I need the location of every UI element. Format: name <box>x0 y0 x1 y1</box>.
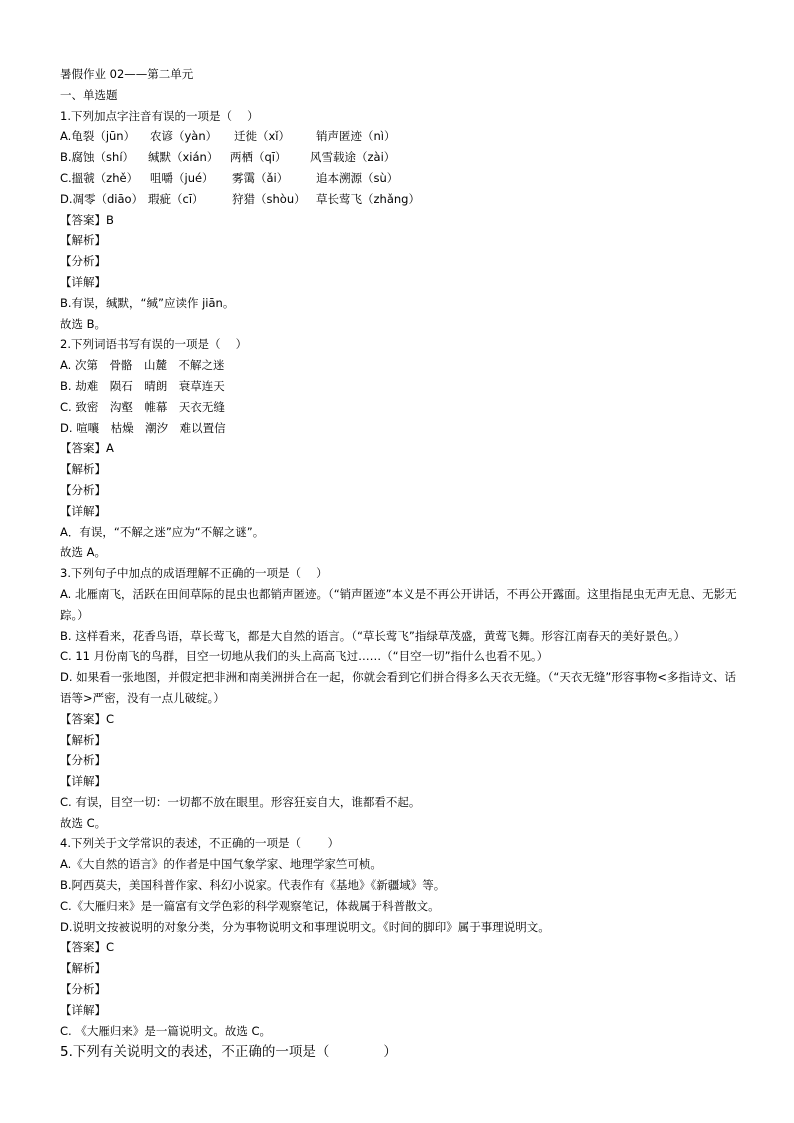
question-2-stem: 2.下列词语书写有误的一项是（ ） <box>60 337 248 352</box>
option-item: 迁徙（xǐ） <box>234 129 291 144</box>
question-3-option-c: C. 11 月份南飞的鸟群，目空一切地从我们的头上高高飞过……（“目空一切”指什么也看不见。） <box>60 649 549 664</box>
answer-label: 【答案】B <box>60 212 114 227</box>
xiangjie-label: 【详解】 <box>60 774 106 789</box>
question-3-stem: 3.下列句子中加点的成语理解不正确的一项是（ ） <box>60 566 328 581</box>
question-4-option-c: C.《大雁归来》是一篇富有文学色彩的科学观察笔记，体裁属于科普散文。 <box>60 898 440 913</box>
option-item: 咀嚼（jué） <box>150 170 214 185</box>
question-2-option-d: D. 喧嚷 枯燥 潮汐 难以置信 <box>60 420 226 435</box>
option-item: 狩猎（shòu） <box>232 191 306 206</box>
option-item: 追本溯源（sù） <box>316 170 399 185</box>
question-4-option-b: B.阿西莫夫，美国科普作家、科幻小说家。代表作有《基地》《新疆域》等。 <box>60 878 446 893</box>
option-item: 缄默（xián） <box>148 150 219 165</box>
option-item: 雾霭（ǎi） <box>232 170 289 185</box>
fenxi-label: 【分析】 <box>60 482 106 497</box>
conclusion-text: 故选 B。 <box>60 316 107 331</box>
page-title: 暑假作业 02——第二单元 <box>60 67 194 81</box>
question-2-option-b: B. 劫难 陨石 晴朗 衰草连天 <box>60 378 225 393</box>
xiangjie-label: 【详解】 <box>60 503 106 518</box>
question-2-option-c: C. 致密 沟壑 帷幕 天衣无缝 <box>60 399 225 414</box>
explanation-text: C. 有误，目空一切：一切都不放在眼里。形容狂妄自大，谁都看不起。 <box>60 794 421 809</box>
question-1-stem: 1.下列加点字注音有误的一项是（ ） <box>60 108 259 123</box>
option-item: C.搵虢（zhě） <box>60 170 139 185</box>
question-1-option-a <box>60 126 740 147</box>
conclusion-text: 故选 A。 <box>60 545 107 560</box>
question-4-option-a: A.《大自然的语言》的作者是中国气象学家、地理学家竺可桢。 <box>60 857 382 872</box>
explanation-text: A．有误，“不解之迷”应为“不解之谜”。 <box>60 524 265 539</box>
option-item: 风雪载途（zài） <box>310 150 396 165</box>
explanation-text: B.有误，缄默，“缄”应读作 jiān。 <box>60 295 235 310</box>
xiangjie-label: 【详解】 <box>60 1002 106 1017</box>
option-item: 草长莺飞（zhǎng） <box>316 191 420 206</box>
option-item: 瑕疵（cī） <box>148 191 204 206</box>
explanation-text: C. 《大雁归来》是一篇说明文。故选 C。 <box>60 1023 272 1038</box>
question-3-option-a: A. 北雁南飞，活跃在田间草际的昆虫也都销声匿迹。（“销声匿迹”本义是不再公开讲话，不再公开露面。这里指昆虫无声无息、无影无踪。） <box>60 586 737 622</box>
answer-label: 【答案】C <box>60 940 115 955</box>
question-4-option-d: D.说明文按被说明的对象分类，分为事物说明文和事理说明文。《时间的脚印》属于事理说明文。 <box>60 919 550 934</box>
option-item: A.龟裂（jūn） <box>60 129 136 144</box>
option-item: B.腐蚀（shí） <box>60 150 135 165</box>
fenxi-label: 【分析】 <box>60 982 106 997</box>
question-2-option-a: A. 次第 骨骼 山麓 不解之迷 <box>60 358 225 373</box>
question-3-option-d: D. 如果看一张地图，并假定把非洲和南美洲拼合在一起，你就会看到它们拼合得多么天衣无缝。（“天衣无缝”形容事物<多指诗文、话语等>严密，没有一点儿破绽。） <box>60 670 736 705</box>
option-item: D.凋零（diāo） <box>60 191 144 206</box>
question-1-option-c <box>60 168 740 189</box>
xiangjie-label: 【详解】 <box>60 274 106 289</box>
jiexi-label: 【解析】 <box>60 961 106 976</box>
question-1-option-b <box>60 147 740 168</box>
question-5-stem: 5.下列有关说明文的表述，不正确的一项是（ ） <box>60 1044 397 1061</box>
option-item: 农谚（yàn） <box>150 129 218 144</box>
answer-label: 【答案】A <box>60 441 114 456</box>
jiexi-label: 【解析】 <box>60 732 106 747</box>
fenxi-label: 【分析】 <box>60 753 106 768</box>
jiexi-label: 【解析】 <box>60 462 106 477</box>
question-3-option-b: B. 这样看来，花香鸟语，草长莺飞，都是大自然的语言。（“草长莺飞”指绿草茂盛，黄莺飞舞。形容江南春天的美好景色。） <box>60 628 686 643</box>
question-4-stem: 4.下列关于文学常识的表述，不正确的一项是（ ） <box>60 836 340 851</box>
option-item: 两栖（qī） <box>230 150 287 165</box>
answer-label: 【答案】C <box>60 711 115 726</box>
fenxi-label: 【分析】 <box>60 254 106 269</box>
document-page <box>60 64 740 1062</box>
jiexi-label: 【解析】 <box>60 233 106 248</box>
conclusion-text: 故选 C。 <box>60 815 107 830</box>
question-1-option-d <box>60 189 740 210</box>
section-heading: 一、单选题 <box>60 87 118 102</box>
option-item: 销声匿迹（nì） <box>316 129 396 144</box>
